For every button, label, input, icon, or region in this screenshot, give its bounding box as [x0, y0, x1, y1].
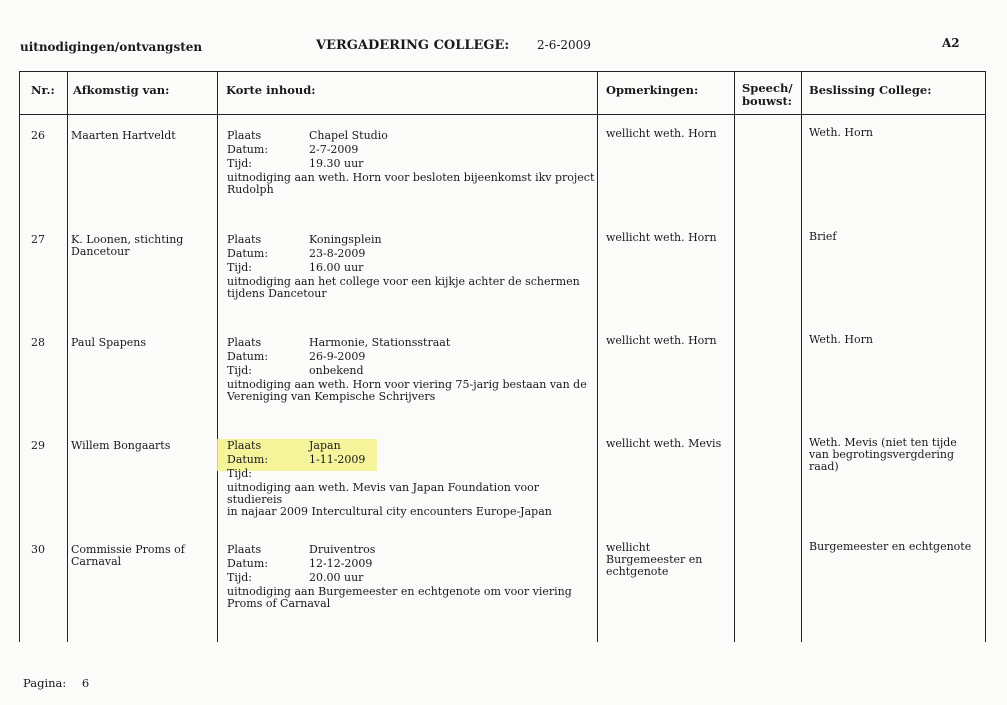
col-header-afkomstig: Afkomstig van:	[73, 83, 170, 97]
label-tijd: Tijd:	[227, 364, 253, 377]
afkomstig-line: Maarten Hartveldt	[71, 129, 176, 142]
row-details	[227, 129, 587, 174]
description-line: uitnodiging aan weth. Horn voor besloten bijeenkomst ikv project	[227, 171, 595, 184]
column-divider	[801, 72, 802, 642]
opmerkingen-line: wellicht	[606, 541, 651, 554]
column-divider	[597, 72, 598, 642]
row-opmerkingen	[606, 128, 726, 140]
row-opmerkingen	[606, 438, 726, 450]
page-footer	[23, 676, 89, 690]
label-tijd: Tijd:	[227, 157, 253, 170]
afkomstig-line: Willem Bongaarts	[71, 439, 171, 452]
page-title: VERGADERING COLLEGE:	[316, 38, 510, 53]
description-line: uitnodiging aan weth. Mevis van Japan Foundation voor studiereis	[227, 481, 540, 506]
value-plaats: Druiventros	[309, 543, 376, 556]
beslissing-line: Weth. Mevis (niet ten tijde	[809, 436, 957, 449]
description-line: Proms of Carnaval	[227, 597, 331, 610]
agenda-table	[19, 71, 986, 642]
label-plaats: Plaats	[227, 233, 262, 246]
header-category: uitnodigingen/ontvangsten	[20, 40, 203, 54]
label-plaats: Plaats	[227, 129, 262, 142]
label-datum: Datum:	[227, 247, 269, 260]
row-beslissing	[809, 541, 979, 553]
row-description	[227, 482, 597, 518]
opmerkingen-line: wellicht weth. Horn	[606, 231, 717, 244]
column-divider	[67, 72, 68, 642]
value-tijd: 20.00 uur	[309, 571, 364, 584]
row-beslissing	[809, 437, 979, 473]
value-tijd: 19.30 uur	[309, 157, 364, 170]
label-datum: Datum:	[227, 350, 269, 363]
row-beslissing	[809, 127, 979, 139]
column-divider	[217, 72, 218, 642]
row-afkomstig	[71, 440, 211, 452]
row-opmerkingen	[606, 232, 726, 244]
row-beslissing	[809, 231, 979, 243]
opmerkingen-line: echtgenote	[606, 565, 669, 578]
label-tijd: Tijd:	[227, 467, 253, 480]
afkomstig-line: Carnaval	[71, 555, 122, 568]
row-afkomstig	[71, 234, 211, 258]
row-details	[227, 233, 587, 278]
label-plaats: Plaats	[227, 336, 262, 349]
meeting-date: 2-6-2009	[537, 38, 591, 52]
header-rule	[20, 114, 985, 115]
opmerkingen-line: wellicht weth. Horn	[606, 334, 717, 347]
description-line: uitnodiging aan Burgemeester en echtgenote om voor viering	[227, 585, 572, 598]
value-plaats: Harmonie, Stationsstraat	[309, 336, 451, 349]
row-afkomstig	[71, 544, 211, 568]
page-code: A2	[942, 36, 960, 50]
row-afkomstig	[71, 337, 211, 349]
label-tijd: Tijd:	[227, 571, 253, 584]
afkomstig-line: Commissie Proms of	[71, 543, 185, 556]
label-tijd: Tijd:	[227, 261, 253, 274]
row-beslissing	[809, 334, 979, 346]
opmerkingen-line: wellicht weth. Mevis	[606, 437, 722, 450]
label-plaats: Plaats	[227, 439, 262, 452]
col-header-inhoud: Korte inhoud:	[226, 83, 316, 97]
value-tijd: onbekend	[309, 364, 364, 377]
beslissing-line: Weth. Horn	[809, 126, 873, 139]
description-line: Vereniging van Kempische Schrijvers	[227, 390, 436, 403]
row-number: 27	[31, 233, 45, 246]
col-header-speech-line2: bouwst:	[742, 94, 793, 108]
opmerkingen-line: wellicht weth. Horn	[606, 127, 717, 140]
row-description	[227, 379, 597, 403]
label-datum: Datum:	[227, 453, 269, 466]
row-description	[227, 172, 597, 196]
value-datum: 26-9-2009	[309, 350, 366, 363]
col-header-speech-line1: Speech/	[742, 81, 793, 95]
value-datum: 12-12-2009	[309, 557, 373, 570]
row-description	[227, 276, 597, 300]
beslissing-line: Brief	[809, 230, 837, 243]
col-header-nr: Nr.:	[31, 83, 55, 97]
value-plaats: Chapel Studio	[309, 129, 388, 142]
opmerkingen-line: Burgemeester en	[606, 553, 703, 566]
label-datum: Datum:	[227, 143, 269, 156]
description-line: Rudolph	[227, 183, 274, 196]
description-line: uitnodiging aan weth. Horn voor viering 75-jarig bestaan van de	[227, 378, 587, 391]
beslissing-line: raad)	[809, 460, 839, 473]
col-header-beslissing: Beslissing College:	[809, 83, 932, 97]
row-details	[227, 543, 587, 588]
row-number: 26	[31, 129, 45, 142]
value-tijd: 16.00 uur	[309, 261, 364, 274]
value-datum: 2-7-2009	[309, 143, 359, 156]
col-header-speech	[742, 82, 793, 108]
beslissing-line: Weth. Horn	[809, 333, 873, 346]
value-plaats: Koningsplein	[309, 233, 382, 246]
row-number: 30	[31, 543, 45, 556]
beslissing-line: Burgemeester en echtgenote	[809, 540, 972, 553]
row-number: 29	[31, 439, 45, 452]
page-number: 6	[81, 676, 90, 690]
row-number: 28	[31, 336, 45, 349]
column-divider	[734, 72, 735, 642]
value-plaats: Japan	[309, 439, 341, 452]
value-datum: 1-11-2009	[309, 453, 366, 466]
description-line: in najaar 2009 Intercultural city encounters Europe-Japan	[227, 505, 552, 518]
row-description	[227, 586, 597, 610]
row-details	[227, 336, 587, 381]
row-details	[227, 439, 587, 484]
description-line: uitnodiging aan het college voor een kijkje achter de schermen	[227, 275, 580, 288]
row-afkomstig	[71, 130, 211, 142]
label-datum: Datum:	[227, 557, 269, 570]
description-line: tijdens Dancetour	[227, 287, 327, 300]
afkomstig-line: K. Loonen, stichting	[71, 233, 184, 246]
col-header-opmerkingen: Opmerkingen:	[606, 83, 699, 97]
value-datum: 23-8-2009	[309, 247, 366, 260]
row-opmerkingen	[606, 542, 726, 578]
afkomstig-line: Dancetour	[71, 245, 130, 258]
afkomstig-line: Paul Spapens	[71, 336, 146, 349]
row-opmerkingen	[606, 335, 726, 347]
footer-label: Pagina:	[23, 676, 67, 690]
label-plaats: Plaats	[227, 543, 262, 556]
beslissing-line: van begrotingsvergdering	[809, 448, 955, 461]
